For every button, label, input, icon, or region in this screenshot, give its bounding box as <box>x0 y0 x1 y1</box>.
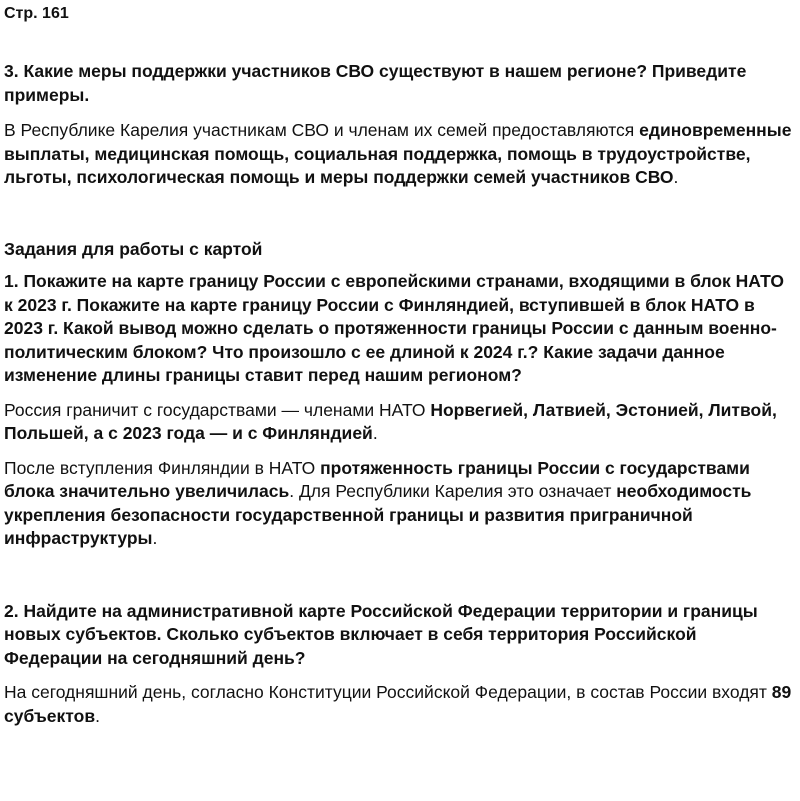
map-task-1-answer-1-highlight: Норвегией, Латвией, Эстонией, Литвой, Польшей, а с 2023 года — и с Финляндией <box>4 399 777 443</box>
answer-3-text: В Республике Карелия участникам СВО и членам их семей предоставляются <box>4 120 640 140</box>
map-task-1-answer-2-text: После вступления Финляндии в НАТО <box>4 457 321 478</box>
map-task-1: 1. Покажите на карте границу России с европейскими странами, входящими в блок НАТО к 2023 г. Покажите на карте границу России с Финляндией, вступившей в блок НАТО в 2023 г. Какой вывод можно сделать о протяженности границы России с данным военно-политическим блоком? Что произошло с ее длиной к 2024 г.? Какие задачи данное изменение длины границы ставит перед нашим регионом? <box>4 271 784 385</box>
map-task-1-answer-1-end: . <box>372 423 378 443</box>
map-task-2-answer-highlight: 89 субъектов <box>4 682 792 726</box>
map-task-2-answer <box>4 681 794 728</box>
question-3: 3. Какие меры поддержки участников СВО существуют в нашем регионе? Приведите примеры. <box>4 61 747 105</box>
map-task-1-answer-1-text: Россия граничит с государствами — членами НАТО <box>4 399 431 420</box>
map-task-2-answer-text: На сегодняшний день, согласно Конституции Российской Федерации, в состав России входят <box>4 682 772 702</box>
map-task-1-answer-2-highlight-2: необходимость укрепления безопасности государственной границы и развития приграничной инфраструктуры <box>4 481 752 548</box>
map-task-2-answer-end: . <box>95 705 100 726</box>
answer-3-highlight: единовременные выплаты, медицинская помощь, социальная поддержка, помощь в трудоустройстве, льготы, психологическая помощь и меры поддержки семей участников СВО <box>4 120 792 187</box>
map-task-1-answer-1 <box>4 399 794 446</box>
map-task-1-answer-2-highlight: протяженность границы России с государствами блока значительно увеличилась <box>4 457 750 501</box>
page-number: Стр. 161 <box>4 5 69 22</box>
map-task-1-answer-2-end: . <box>152 528 158 548</box>
map-task-1-answer-2 <box>4 457 794 551</box>
map-task-1-answer-2-middle: . Для Республики Карелия это означает <box>289 481 617 501</box>
answer-3-end: . <box>673 167 679 187</box>
map-task-2: 2. Найдите на административной карте Российской Федерации территории и границы новых субъектов. Сколько субъектов включает в себя территория Российской Федерации на сегодняшний день? <box>4 600 758 668</box>
answer-3 <box>4 119 794 190</box>
map-tasks-heading: Задания для работы с картой <box>4 238 263 259</box>
